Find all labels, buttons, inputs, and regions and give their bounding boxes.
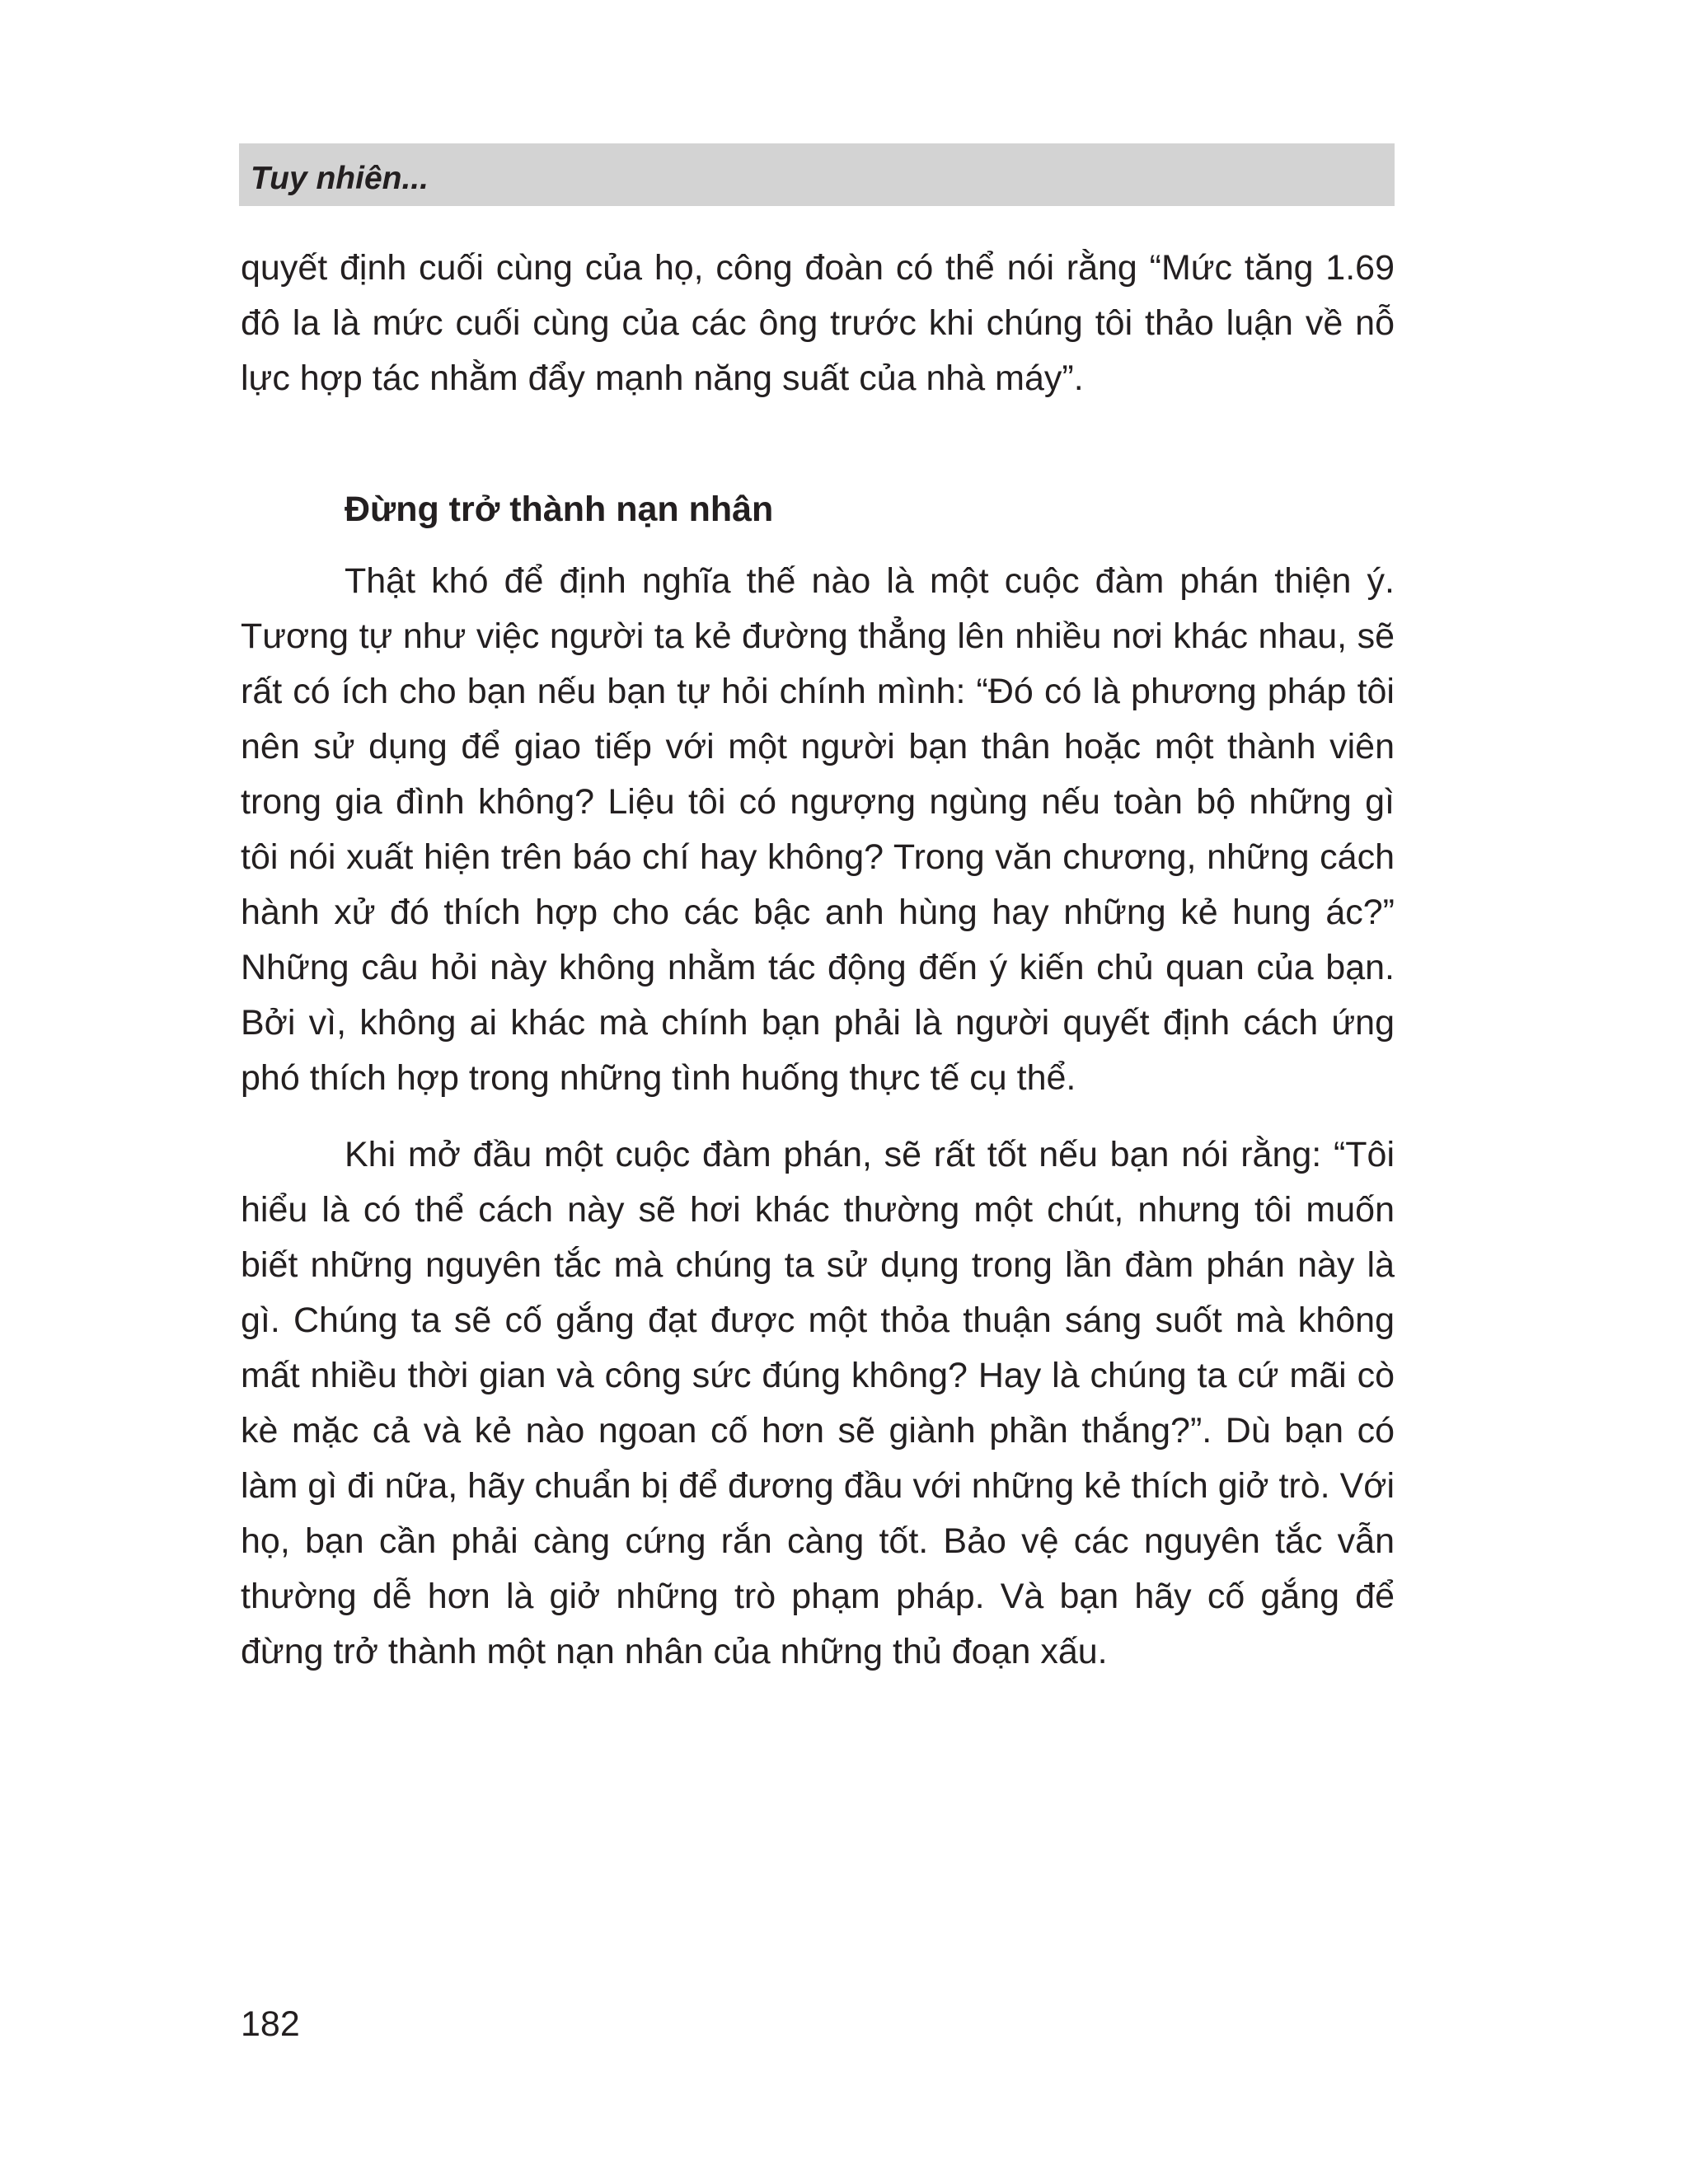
body-paragraph-2: Khi mở đầu một cuộc đàm phán, sẽ rất tốt nếu bạn nói rằng: “Tôi hiểu là có thể cách này sẽ hơi khác thường một chút, nhưng tôi muốn biết những nguyên tắc mà chúng ta sử dụng trong lần đàm phán này là gì. Chúng ta sẽ cố gắng đạt được một thỏa thuận sáng suốt mà không mất nhiều thời gian và công sức đúng không? Hay là chúng ta cứ mãi cò kè mặc cả và kẻ nào ngoan cố hơn sẽ giành phần thắng?”. Dù bạn có làm gì đi nữa, hãy chuẩn bị để đương đầu với những kẻ thích giở trò. Với họ, bạn cần phải càng cứng rắn càng tốt. Bảo vệ các nguyên tắc vẫn thường dễ hơn là giở những trò phạm pháp. Và bạn hãy cố gắng để đừng trở thành một nạn nhân của những thủ đoạn xấu. bbox=[241, 1135, 1395, 1671]
page-number: 182 bbox=[241, 2004, 300, 2044]
running-header-title: Tuy nhiên... bbox=[251, 161, 429, 196]
running-header bbox=[239, 143, 1395, 206]
section-heading: Đừng trở thành nạn nhân bbox=[345, 490, 774, 529]
continuation-paragraph: quyết định cuối cùng của họ, công đoàn có thể nói rằng “Mức tăng 1.69 đô la là mức cuối cùng của các ông trước khi chúng tôi thảo luận về nỗ lực hợp tác nhằm đẩy mạnh năng suất của nhà máy”. bbox=[241, 248, 1395, 398]
body-paragraph-1: Thật khó để định nghĩa thế nào là một cuộc đàm phán thiện ý. Tương tự như việc người ta kẻ đường thẳng lên nhiều nơi khác nhau, sẽ rất có ích cho bạn nếu bạn tự hỏi chính mình: “Đó có là phương pháp tôi nên sử dụng để giao tiếp với một người bạn thân hoặc một thành viên trong gia đình không? Liệu tôi có ngượng ngùng nếu toàn bộ những gì tôi nói xuất hiện trên báo chí hay không? Trong văn chương, những cách hành xử đó thích hợp cho các bậc anh hùng hay những kẻ hung ác?” Những câu hỏi này không nhằm tác động đến ý kiến chủ quan của bạn. Bởi vì, không ai khác mà chính bạn phải là người quyết định cách ứng phó thích hợp trong những tình huống thực tế cụ thể. bbox=[241, 561, 1395, 1098]
